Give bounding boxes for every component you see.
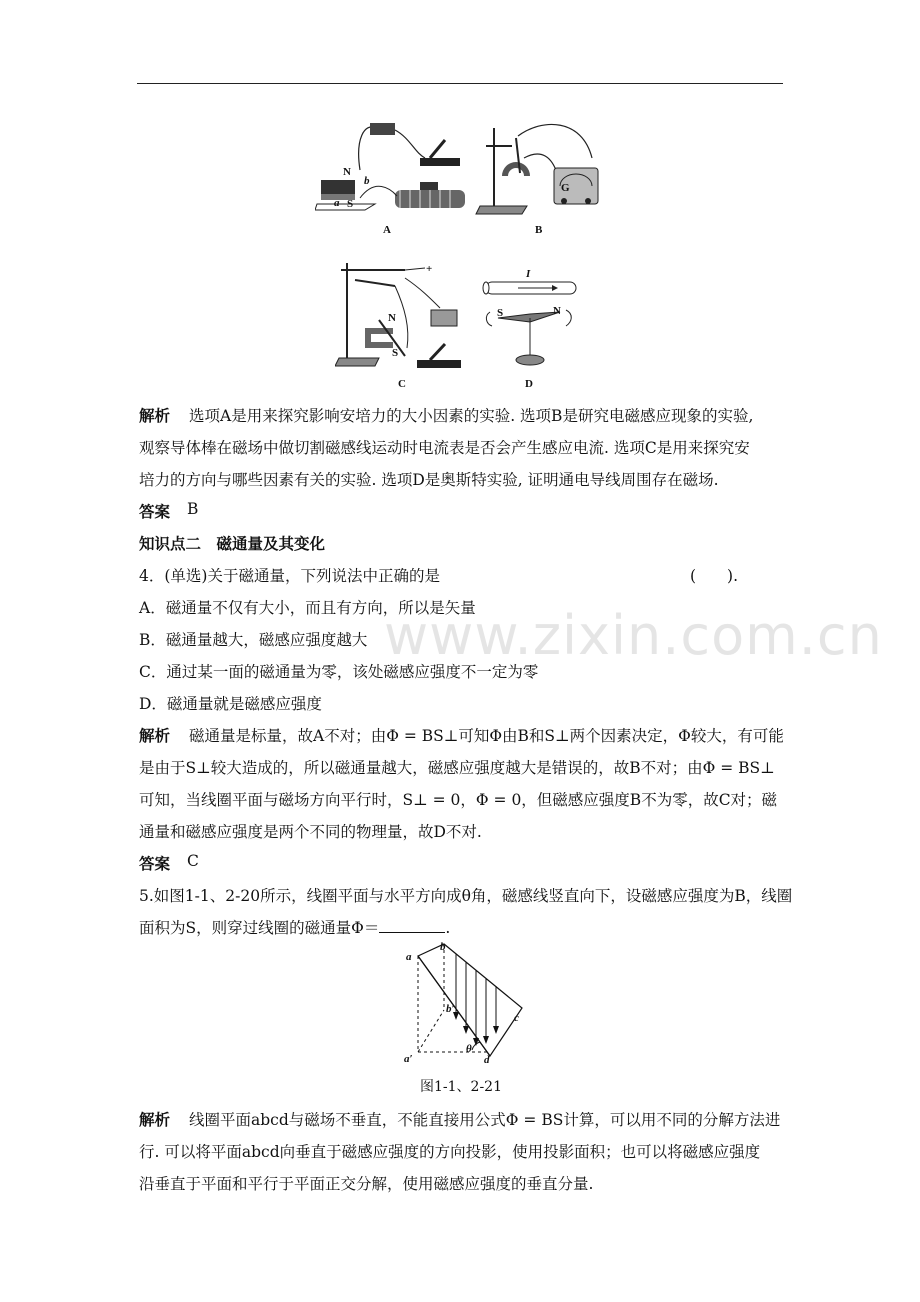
figure-c-mark-s: S [392, 347, 399, 359]
q4-option-a: A．磁通量不仅有大小，而且有方向，所以是矢量 [139, 599, 476, 617]
figure-d-mark-i: I [526, 268, 531, 280]
figure-a-mark-b: b [364, 175, 370, 187]
coil-point-c: c [514, 1012, 519, 1024]
q4-bracket: ( ). [690, 567, 739, 585]
analysis3-line-1: 线圈平面abcd与磁场不垂直，不能直接用公式Φ = BS计算，可以用不同的分解方法进 [189, 1111, 781, 1129]
figure-a-mark-n: N [343, 166, 351, 178]
figure-d-diagram [478, 266, 588, 376]
figure-d-label: D [525, 378, 533, 390]
figure-b-label: B [535, 224, 543, 236]
analysis2-line-2: 是由于S⊥较大造成的，所以磁通量越大，磁感应强度越大是错误的，故B不对；由Φ = BS⊥ [139, 759, 775, 777]
q4-option-d: D．磁通量就是磁感应强度 [139, 695, 322, 713]
figure-b-diagram [472, 118, 612, 218]
answer-blank [379, 918, 445, 933]
answer2-value: C [187, 852, 199, 870]
q5-line-2-end: . [445, 919, 451, 937]
analysis2-line-4: 通量和磁感应强度是两个不同的物理量，故D不对. [139, 823, 482, 841]
answer2-label: 答案 [139, 854, 171, 873]
coil-point-b: b [440, 941, 446, 953]
figure-a-diagram [315, 118, 475, 238]
coil-point-d: d [484, 1054, 490, 1066]
analysis3-line-2: 行. 可以将平面abcd向垂直于磁感应强度的方向投影，使用投影面积；也可以将磁感应强度 [139, 1143, 761, 1161]
analysis2-line-1: 磁通量是标量，故A不对；由Φ = BS⊥可知Φ由B和S⊥两个因素决定，Φ较大，有可能 [189, 727, 784, 745]
figure-d-mark-n: N [553, 305, 561, 317]
analysis3-label: 解析 [139, 1110, 171, 1129]
q4-option-c: C．通过某一面的磁通量为零，该处磁感应强度不一定为零 [139, 663, 539, 681]
analysis1-label: 解析 [139, 406, 171, 425]
analysis2-label: 解析 [139, 726, 171, 745]
q5-line-2-text: 面积为S，则穿过线圈的磁通量Φ＝ [139, 919, 380, 937]
watermark: www.zixin.com.cn [384, 604, 883, 667]
figure-c-mark-plus: + [426, 263, 433, 275]
coil-angle-theta: θ [466, 1043, 472, 1055]
figure-a-mark-a: a [334, 197, 340, 209]
header-rule [137, 83, 783, 84]
figure-a-label: A [383, 224, 391, 236]
figure-c-diagram [335, 258, 465, 376]
figure-b-mark-g: G [561, 182, 570, 194]
coil-point-a: a [406, 951, 412, 963]
analysis1-line-2: 观察导体棒在磁场中做切割磁感线运动时电流表是否会产生感应电流. 选项C是用来探究安 [139, 439, 750, 457]
analysis1-line-1: 选项A是用来探究影响安培力的大小因素的实验. 选项B是研究电磁感应现象的实验, [189, 407, 754, 425]
analysis2-line-3: 可知，当线圈平面与磁场方向平行时，S⊥ = 0，Φ = 0，但磁感应强度B不为零，故C对；磁 [139, 791, 778, 809]
answer1-value: B [187, 500, 199, 518]
figure-a-mark-s: S [347, 198, 354, 210]
coil-diagram [400, 940, 530, 1065]
q4-stem: 4．(单选)关于磁通量，下列说法中正确的是 [139, 567, 440, 585]
section-title: 知识点二 磁通量及其变化 [139, 534, 326, 553]
figure-c-mark-n: N [388, 312, 396, 324]
figure-c-label: C [398, 378, 406, 390]
q5-line-2 [139, 916, 450, 938]
coil-point-a-prime: a′ [404, 1053, 413, 1065]
coil-point-b-prime: b′ [446, 1003, 455, 1015]
figure-caption: 图1-1、2-21 [420, 1079, 502, 1095]
answer1-label: 答案 [139, 502, 171, 521]
analysis1-line-3: 培力的方向与哪些因素有关的实验. 选项D是奥斯特实验, 证明通电导线周围存在磁场. [139, 471, 719, 489]
analysis3-line-3: 沿垂直于平面和平行于平面正交分解，使用磁感应强度的垂直分量. [139, 1175, 594, 1193]
figure-d-mark-s: S [497, 307, 504, 319]
q5-line-1: 5.如图1-1、2-20所示，线圈平面与水平方向成θ角，磁感线竖直向下，设磁感应强度为B，线圈 [139, 887, 793, 905]
q4-option-b: B．磁通量越大，磁感应强度越大 [139, 631, 368, 649]
